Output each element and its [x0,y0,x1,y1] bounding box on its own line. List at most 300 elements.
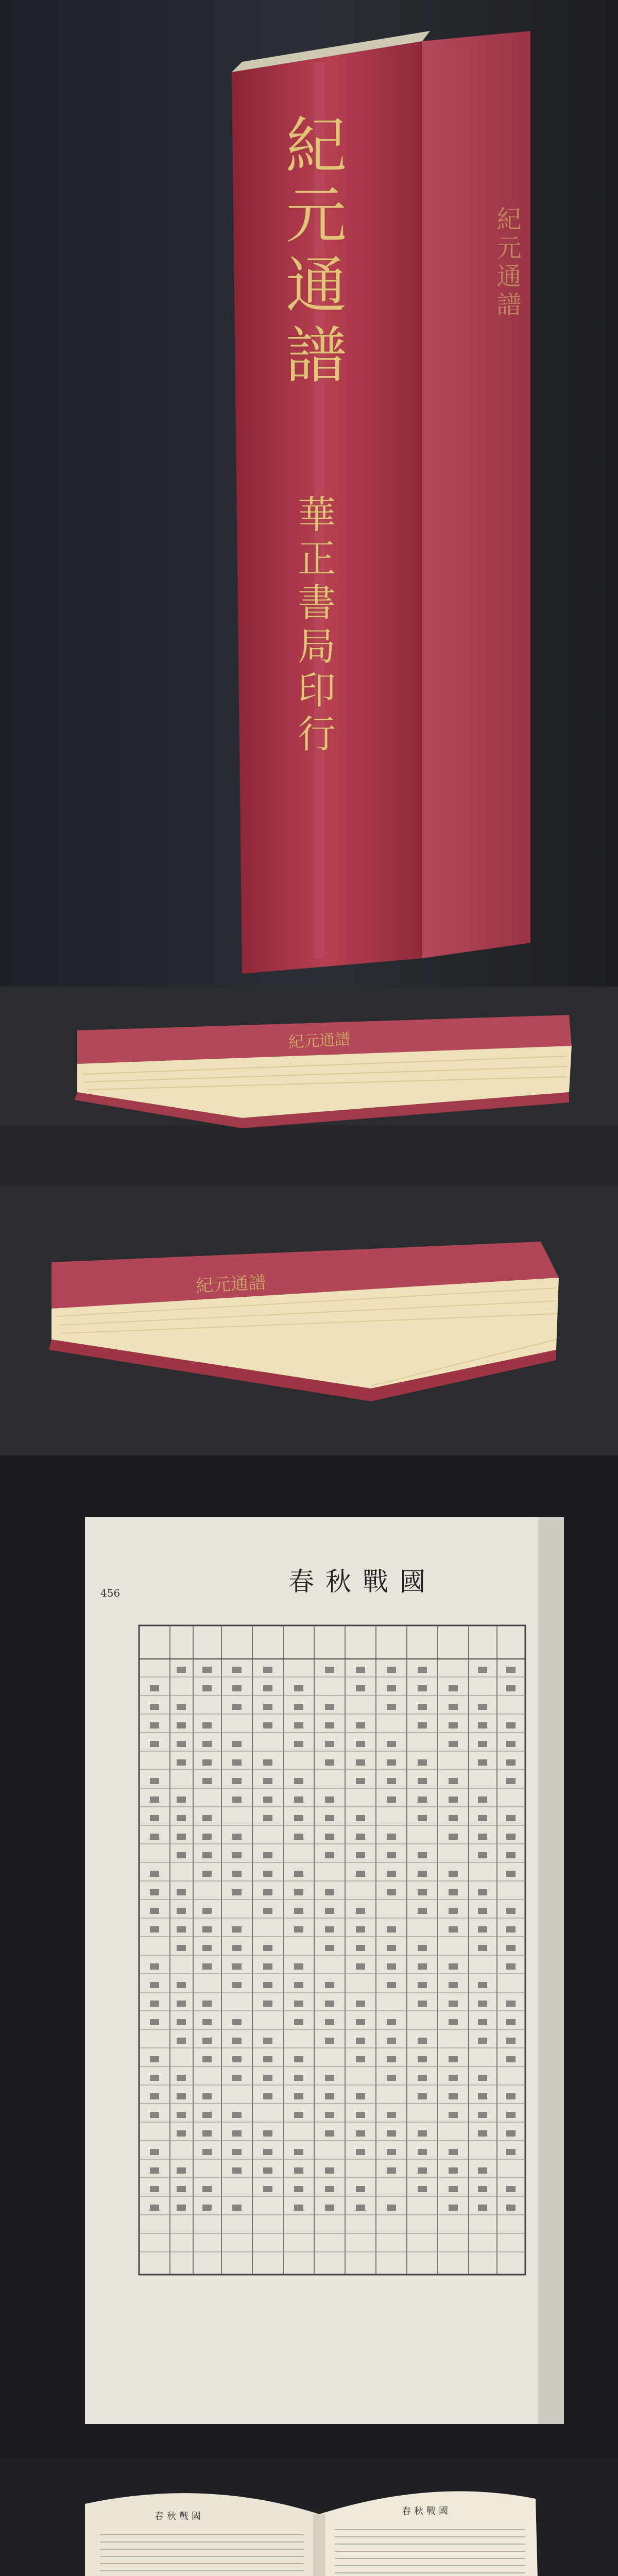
table-cell-mark [294,2093,303,2099]
table-cell-mark [418,2149,427,2155]
table-cell-mark [506,1963,516,1970]
table-cell-mark [177,2112,186,2118]
table-cell-mark [177,2001,186,2007]
table-cell-mark [325,1852,334,1858]
table-cell-mark [294,1982,303,1988]
table-cell-mark [202,1722,212,1728]
table-cell-mark [177,1945,186,1951]
table-cell-mark [418,2093,427,2099]
table-cell-mark [150,1741,159,1747]
table-cell-mark [232,1667,242,1673]
table-cell-mark [356,1871,365,1877]
table-cell-mark [356,2001,365,2007]
table-cell-mark [356,2056,365,2062]
open-book-photo-1 [0,2458,618,2576]
table-cell-mark [356,2093,365,2099]
table-cell-mark [202,2019,212,2025]
page-number: 456 [100,1587,121,1599]
table-cell-mark [356,1945,365,1951]
table-cell-mark [506,2019,516,2025]
open-book-photo-1-graphic [0,2458,618,2576]
table-cell-mark [449,1834,458,1840]
table-cell-mark [294,2205,303,2211]
table-cell-mark [263,2056,272,2062]
table-cell-mark [263,1704,272,1710]
table-cell-mark [263,2038,272,2044]
table-cell-mark [506,1926,516,1933]
table-cell-mark [387,1871,396,1877]
table-cell-mark [418,2167,427,2174]
table-cell-mark [506,1741,516,1747]
table-cell-mark [449,2205,458,2211]
table-cell-mark [150,1908,159,1914]
table-cell-mark [506,2001,516,2007]
table-cell-mark [418,1889,427,1895]
table-cell-mark [478,2167,487,2174]
table-cell-mark [202,1741,212,1747]
table-cell-mark [325,2205,334,2211]
table-cell-mark [202,1759,212,1766]
table-cell-mark [449,1704,458,1710]
table-cell-mark [478,1834,487,1840]
table-cell-mark [202,1908,212,1914]
table-cell-mark [294,1685,303,1691]
table-cell-mark [202,1685,212,1691]
table-cell-mark [449,2167,458,2174]
table-cell-mark [506,1778,516,1784]
table-cell-mark [263,1667,272,1673]
spine-photo [0,0,618,987]
table-cell-mark [325,2075,334,2081]
table-cell-mark [150,1797,159,1803]
table-header-title: 春秋戰國 [288,1567,437,1597]
table-cell-mark [294,1797,303,1803]
table-cell-mark [232,2149,242,2155]
table-cell-mark [325,2038,334,2044]
table-cell-mark [387,1741,396,1747]
table-cell-mark [202,2205,212,2211]
table-cell-mark [325,1982,334,1988]
table-cell-mark [177,1908,186,1914]
table-cell-mark [387,1834,396,1840]
table-cell-mark [325,2130,334,2137]
table-cell-mark [325,1908,334,1914]
table-cell-mark [232,1982,242,1988]
table-cell-mark [177,2205,186,2211]
table-cell-mark [150,2075,159,2081]
table-cell-mark [150,1685,159,1691]
spread1-left-header: 春秋戰國 [154,2511,204,2522]
table-cell-mark [478,1722,487,1728]
table-cell-mark [294,1834,303,1840]
table-cell-mark [263,1722,272,1728]
table-cell-mark [202,2001,212,2007]
table-cell-mark [506,2093,516,2099]
table-cell-mark [325,2167,334,2174]
table-cell-mark [177,1797,186,1803]
table-cell-mark [232,1704,242,1710]
table-cell-mark [150,2167,159,2174]
table-cell-mark [177,1926,186,1933]
table-cell-mark [150,2186,159,2192]
table-cell-mark [449,1778,458,1784]
table-cell-mark [418,1945,427,1951]
table-cell-mark [387,1852,396,1858]
table-cell-mark [202,2038,212,2044]
table-cell-mark [356,1722,365,1728]
table-cell-mark [387,2149,396,2155]
table-cell-mark [356,1759,365,1766]
table-cell-mark [232,1945,242,1951]
table-cell-mark [387,1889,396,1895]
side-title-2: 紀元通譜 [195,1272,267,1297]
table-cell-mark [506,2038,516,2044]
table-cell-mark [150,2205,159,2211]
table-cell-mark [263,1815,272,1821]
table-cell-mark [478,1759,487,1766]
table-cell-mark [387,2112,396,2118]
table-cell-mark [418,2001,427,2007]
book-side-photo-2 [0,1185,618,1455]
table-cell-mark [356,1834,365,1840]
table-cell-mark [449,1889,458,1895]
table-cell-mark [356,2112,365,2118]
table-cell-mark [263,2093,272,2099]
book-side-photo-1 [0,987,618,1185]
table-cell-mark [294,1908,303,1914]
table-cell-mark [449,1797,458,1803]
table-cell-mark [263,1945,272,1951]
table-cell-mark [202,1667,212,1673]
table-cell-mark [449,1982,458,1988]
table-cell-mark [356,1685,365,1691]
table-cell-mark [449,2112,458,2118]
table-cell-mark [387,1704,396,1710]
table-cell-mark [478,2075,487,2081]
table-cell-mark [356,1741,365,1747]
table-cell-mark [506,1834,516,1840]
table-cell-mark [449,1685,458,1691]
table-cell-mark [418,2186,427,2192]
table-page-graphic [0,1455,618,2458]
table-cell-mark [177,1759,186,1766]
table-cell-mark [325,2093,334,2099]
table-cell-mark [202,1926,212,1933]
table-cell-mark [418,2038,427,2044]
spread1-right-header: 春秋戰國 [402,2506,451,2517]
table-cell-mark [356,2019,365,2025]
table-cell-mark [263,2075,272,2081]
table-cell-mark [177,2075,186,2081]
table-cell-mark [478,2038,487,2044]
table-cell-mark [449,2056,458,2062]
table-cell-mark [150,2149,159,2155]
table-cell-mark [294,1889,303,1895]
table-cell-mark [263,2001,272,2007]
table-cell-mark [263,2186,272,2192]
table-cell-mark [150,1889,159,1895]
table-cell-mark [177,1815,186,1821]
table-cell-mark [356,2205,365,2211]
table-cell-mark [449,2075,458,2081]
table-cell-mark [232,1759,242,1766]
table-cell-mark [294,2186,303,2192]
table-cell-mark [177,1667,186,1673]
table-cell-mark [202,1945,212,1951]
table-cell-mark [150,1963,159,1970]
table-cell-mark [325,1741,334,1747]
cover-edge-title: 紀元通譜 [492,206,521,320]
table-cell-mark [506,1667,516,1673]
spine-title: 紀元通譜 [276,113,347,393]
table-cell-mark [325,1722,334,1728]
table-cell-mark [202,2056,212,2062]
table-cell-mark [232,2130,242,2137]
table-cell-mark [263,2130,272,2137]
table-cell-mark [263,1759,272,1766]
table-cell-mark [418,1852,427,1858]
table-cell-mark [418,1778,427,1784]
table-cell-mark [263,1963,272,1970]
table-cell-mark [506,1815,516,1821]
table-cell-mark [294,2056,303,2062]
table-cell-mark [387,2056,396,2062]
table-cell-mark [202,1778,212,1784]
table-cell-mark [478,2001,487,2007]
table-cell-mark [232,2205,242,2211]
table-cell-mark [150,1778,159,1784]
table-cell-mark [356,1963,365,1970]
table-cell-mark [232,1797,242,1803]
table-cell-mark [294,1741,303,1747]
table-cell-mark [150,1982,159,1988]
table-cell-mark [478,1982,487,1988]
table-cell-mark [232,1834,242,1840]
table-cell-mark [325,1704,334,1710]
table-cell-mark [232,1926,242,1933]
table-cell-mark [478,1797,487,1803]
table-cell-mark [202,2186,212,2192]
table-cell-mark [150,1926,159,1933]
table-cell-mark [478,2019,487,2025]
table-cell-mark [150,1704,159,1710]
table-cell-mark [232,2112,242,2118]
table-cell-mark [449,1908,458,1914]
table-cell-mark [418,1704,427,1710]
table-cell-mark [418,1685,427,1691]
table-cell-mark [325,1926,334,1933]
table-cell-mark [387,1667,396,1673]
table-cell-mark [478,1704,487,1710]
table-cell-mark [449,2149,458,2155]
table-cell-mark [449,2093,458,2099]
table-cell-mark [478,1908,487,1914]
table-cell-mark [449,2186,458,2192]
table-cell-mark [387,1797,396,1803]
table-cell-mark [418,1759,427,1766]
table-cell-mark [325,2019,334,2025]
book-side-photo-1-graphic [0,987,618,1185]
table-cell-mark [449,1926,458,1933]
table-cell-mark [232,2056,242,2062]
table-cell-mark [177,1982,186,1988]
table-cell-mark [506,2130,516,2137]
table-cell-mark [177,1704,186,1710]
table-cell-mark [325,2112,334,2118]
table-cell-mark [506,2186,516,2192]
table-cell-mark [418,1815,427,1821]
table-cell-mark [506,1685,516,1691]
table-cell-mark [478,1926,487,1933]
table-cell-mark [150,1815,159,1821]
table-cell-mark [356,1852,365,1858]
table-cell-mark [263,1778,272,1784]
table-cell-mark [387,1982,396,1988]
table-cell-mark [263,2167,272,2174]
table-cell-mark [506,1945,516,1951]
table-cell-mark [418,1722,427,1728]
table-cell-mark [449,1871,458,1877]
table-cell-mark [506,1871,516,1877]
table-cell-mark [263,1871,272,1877]
table-cell-mark [478,2205,487,2211]
table-cell-mark [506,2112,516,2118]
table-cell-mark [325,2001,334,2007]
table-cell-mark [387,1926,396,1933]
table-cell-mark [294,1963,303,1970]
table-cell-mark [150,2093,159,2099]
table-cell-mark [506,1722,516,1728]
table-cell-mark [294,2112,303,2118]
table-cell-mark [177,1834,186,1840]
table-cell-mark [506,2149,516,2155]
table-cell-mark [449,2019,458,2025]
table-cell-mark [150,1871,159,1877]
table-cell-mark [177,2186,186,2192]
table-cell-mark [202,1815,212,1821]
table-cell-mark [202,2093,212,2099]
table-cell-mark [418,1963,427,1970]
table-cell-mark [506,1852,516,1858]
table-cell-mark [294,2149,303,2155]
table-cell-mark [387,2075,396,2081]
table-cell-mark [356,1815,365,1821]
table-cell-mark [506,1908,516,1914]
table-cell-mark [294,2001,303,2007]
table-cell-mark [325,1667,334,1673]
table-cell-mark [478,2186,487,2192]
table-cell-mark [232,1778,242,1784]
table-cell-mark [177,2167,186,2174]
table-cell-mark [177,2038,186,2044]
spine-publisher: 華正書局印行 [291,495,336,758]
table-cell-mark [202,1871,212,1877]
table-cell-mark [294,1778,303,1784]
table-cell-mark [263,1852,272,1858]
table-cell-mark [263,1797,272,1803]
table-cell-mark [418,1667,427,1673]
table-cell-mark [418,2056,427,2062]
table-cell-mark [202,2112,212,2118]
table-cell-mark [232,1852,242,1858]
table-cell-mark [387,2167,396,2174]
table-cell-mark [150,1834,159,1840]
book-side-photo-2-graphic [0,1185,618,1455]
table-cell-mark [387,1685,396,1691]
table-cell-mark [177,1741,186,1747]
table-cell-mark [232,1741,242,1747]
table-cell-mark [387,1963,396,1970]
table-cell-mark [387,2205,396,2211]
table-cell-mark [356,2038,365,2044]
table-cell-mark [150,1722,159,1728]
side-title-1: 紀元通譜 [288,1030,351,1052]
table-cell-mark [449,2001,458,2007]
table-cell-mark [177,2093,186,2099]
table-cell-mark [478,1945,487,1951]
table-cell-mark [263,1908,272,1914]
table-cell-mark [387,1759,396,1766]
table-cell-mark [356,2130,365,2137]
table-cell-mark [294,1871,303,1877]
table-cell-mark [177,2019,186,2025]
table-cell-mark [263,1685,272,1691]
table-page-photo [0,1455,618,2458]
table-cell-mark [449,1815,458,1821]
table-cell-mark [294,1926,303,1933]
table-cell-mark [449,1722,458,1728]
table-cell-mark [478,1815,487,1821]
table-cell-mark [325,1815,334,1821]
table-cell-mark [177,1852,186,1858]
table-cell-mark [177,1889,186,1895]
table-cell-mark [506,2056,516,2062]
table-cell-mark [478,1667,487,1673]
table-cell-mark [356,1667,365,1673]
table-cell-mark [356,2149,365,2155]
table-cell-mark [356,2186,365,2192]
table-cell-mark [294,2075,303,2081]
table-cell-mark [325,1759,334,1766]
table-cell-mark [418,2130,427,2137]
table-cell-mark [232,2075,242,2081]
table-cell-mark [418,1871,427,1877]
table-cell-mark [202,1963,212,1970]
table-cell-mark [294,1704,303,1710]
table-cell-mark [177,2130,186,2137]
table-cell-mark [506,1759,516,1766]
table-cell-mark [325,2186,334,2192]
table-cell-mark [232,1685,242,1691]
table-cell-mark [449,1741,458,1747]
table-cell-mark [478,2093,487,2099]
table-cell-mark [150,2019,159,2025]
table-cell-mark [232,1889,242,1895]
table-cell-mark [418,1982,427,1988]
table-cell-mark [418,2075,427,2081]
table-cell-mark [506,2205,516,2211]
table-cell-mark [202,2130,212,2137]
table-cell-mark [294,1722,303,1728]
table-cell-mark [263,1982,272,1988]
table-cell-mark [387,1778,396,1784]
table-cell-mark [478,1889,487,1895]
table-cell-mark [232,2167,242,2174]
table-cell-mark [478,2112,487,2118]
table-cell-mark [202,1852,212,1858]
table-cell-mark [478,1741,487,1747]
table-cell-mark [150,2112,159,2118]
